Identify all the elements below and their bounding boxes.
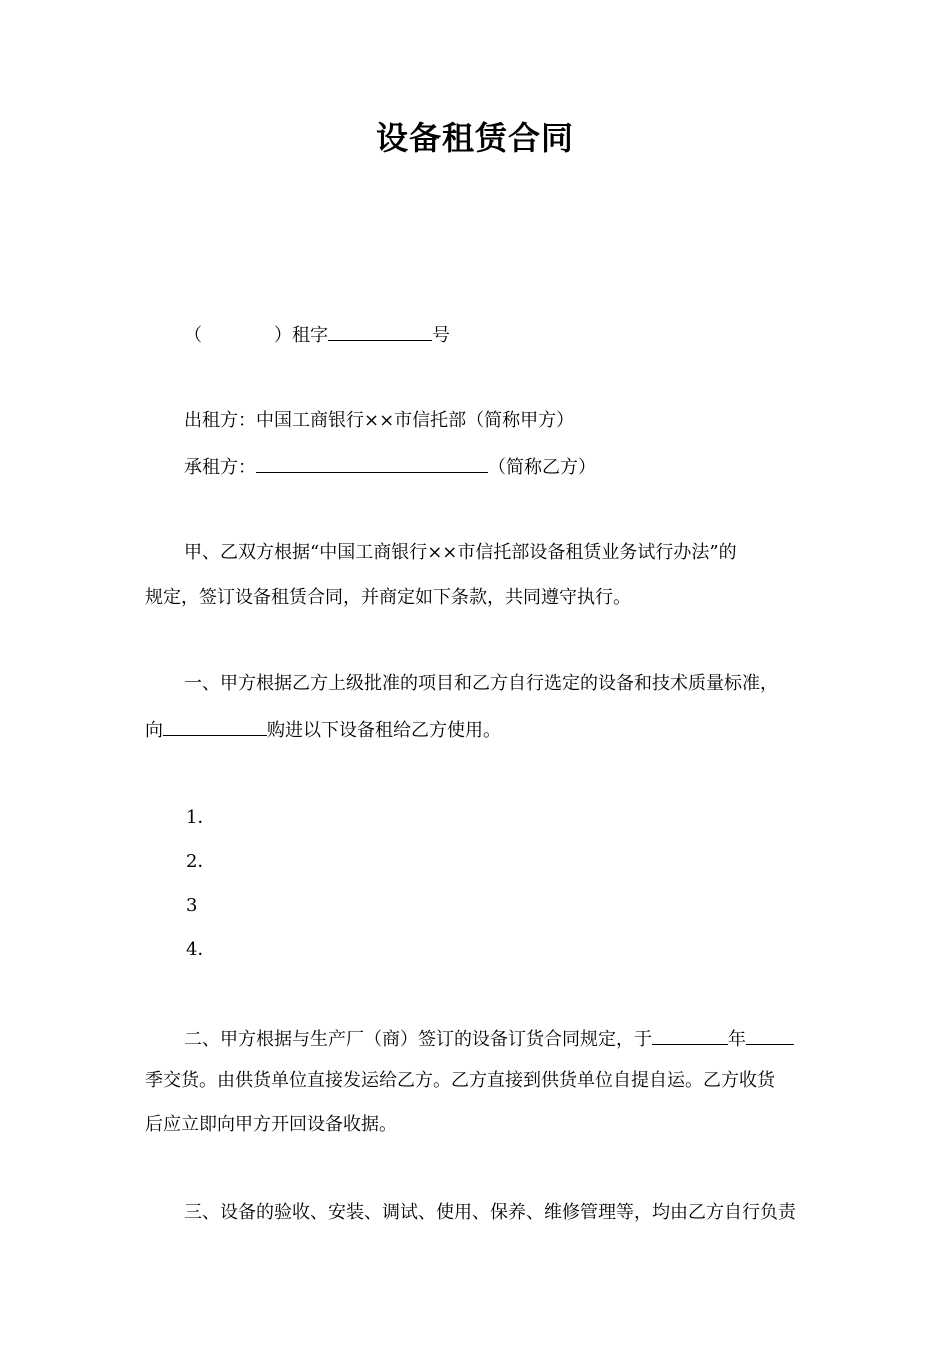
equipment-item: 1． — [186, 807, 216, 828]
ref-open-paren: （ — [184, 325, 202, 346]
clause-2-prefix: 二、甲方根据与生产厂（商）签订的设备订货合同规定，于 — [184, 1029, 652, 1050]
lessor-line: 出租方：中国工商银行××市信托部（简称甲方） — [184, 410, 575, 431]
year-blank — [652, 1024, 728, 1045]
clause-2-line-1 — [184, 1024, 794, 1053]
ref-close-label: ）租字 — [274, 325, 328, 346]
lessee-label: 承租方： — [184, 457, 256, 478]
clause-2-line-2: 季交货。由供货单位直接发运给乙方。乙方直接到供货单位自提自运。乙方收货 — [145, 1070, 775, 1091]
lessee-line — [184, 452, 596, 481]
clause-2-year-label: 年 — [728, 1029, 746, 1050]
lessee-suffix: （简称乙方） — [488, 457, 596, 478]
equipment-item: 4． — [186, 939, 216, 960]
clause-2-line-3: 后应立即向甲方开回设备收据。 — [145, 1114, 397, 1135]
lessee-name-blank — [256, 452, 488, 473]
clause-3-line-1: 三、设备的验收、安装、调试、使用、保养、维修管理等，均由乙方自行负责 — [184, 1202, 796, 1223]
clause-1-line-1: 一、甲方根据乙方上级批准的项目和乙方自行选定的设备和技术质量标准， — [184, 673, 778, 694]
season-blank — [746, 1024, 794, 1045]
reference-number-line — [184, 320, 450, 349]
supplier-blank — [163, 715, 267, 736]
equipment-item: 2． — [186, 851, 216, 872]
clause-1-line-2 — [145, 715, 501, 744]
intro-line-2: 规定，签订设备租赁合同，并商定如下条款，共同遵守执行。 — [145, 587, 631, 608]
equipment-item: 3 — [186, 895, 198, 916]
clause-1-prefix: 向 — [145, 720, 163, 741]
clause-1-suffix: 购进以下设备租给乙方使用。 — [267, 720, 501, 741]
ref-suffix: 号 — [432, 325, 450, 346]
intro-line-1: 甲、乙双方根据“中国工商银行××市信托部设备租赁业务试行办法”的 — [184, 542, 737, 563]
ref-number-blank — [328, 320, 432, 341]
document-title: 设备租赁合同 — [375, 119, 574, 157]
